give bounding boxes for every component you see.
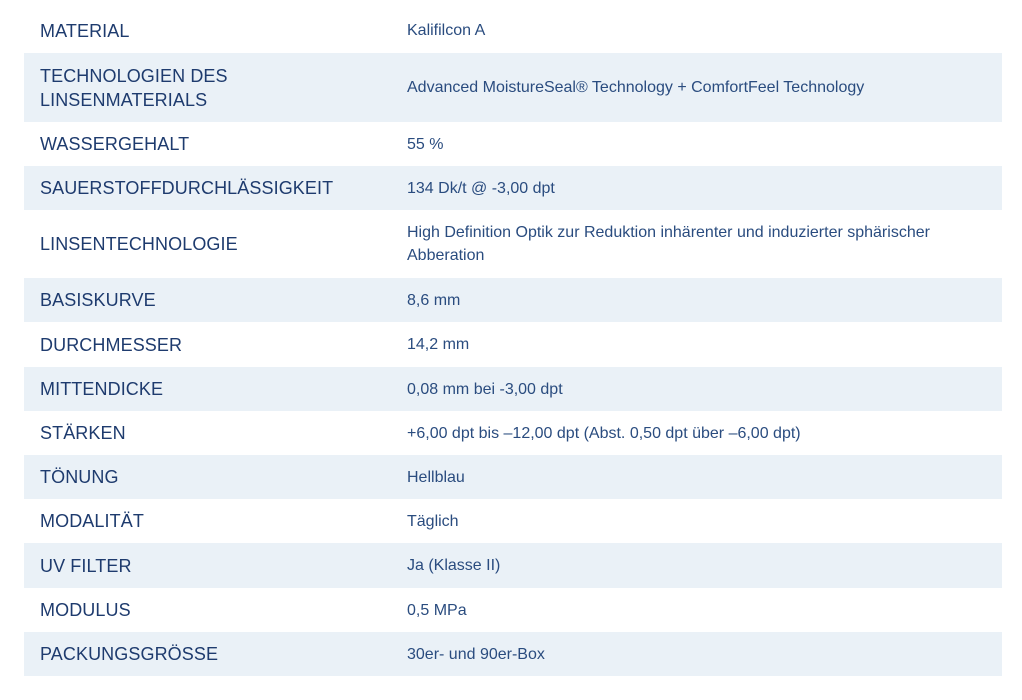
spec-value: Kalifilcon A <box>407 22 486 39</box>
spec-row-modality <box>24 499 1002 543</box>
spec-label: TECHNOLOGIEN DES LINSENMATERIALS <box>40 65 228 110</box>
spec-row-tint <box>24 455 1002 499</box>
spec-value: Ja (Klasse II) <box>407 557 501 574</box>
spec-row-diameter <box>24 322 1002 367</box>
spec-value: 8,6 mm <box>407 291 461 309</box>
spec-label: UV FILTER <box>40 555 132 576</box>
spec-label: DURCHMESSER <box>40 334 183 355</box>
spec-value: 0,08 mm bei -3,00 dpt <box>407 380 563 398</box>
spec-value: 0,5 MPa <box>407 601 467 619</box>
spec-label: WASSERGEHALT <box>40 134 190 154</box>
spec-row-powers <box>24 411 1002 455</box>
lens-spec-table <box>24 8 1002 676</box>
spec-row-lens-technology <box>24 210 1002 278</box>
spec-value: Hellblau <box>407 468 465 486</box>
spec-row-material <box>24 8 1002 53</box>
spec-row-package-size <box>24 632 1002 676</box>
spec-label: SAUERSTOFFDURCHLÄSSIGKEIT <box>40 178 334 198</box>
spec-row-base-curve <box>24 278 1002 322</box>
spec-label: MODALITÄT <box>40 511 144 531</box>
spec-row-modulus <box>24 588 1002 632</box>
spec-label: BASISKURVE <box>40 290 156 310</box>
spec-value: High Definition Optik zur Reduktion inhärenter und induzierter sphärischer Abberation <box>407 224 930 264</box>
spec-row-center-thickness <box>24 367 1002 411</box>
spec-label: STÄRKEN <box>40 423 126 443</box>
spec-label: MATERIAL <box>40 20 130 41</box>
spec-label: PACKUNGSGRÖSSE <box>40 644 219 664</box>
spec-value: Täglich <box>407 512 459 530</box>
spec-value: 134 Dk/t @ -3,00 dpt <box>407 179 555 197</box>
spec-label: MITTENDICKE <box>40 379 164 399</box>
spec-row-uv-filter <box>24 543 1002 588</box>
spec-row-oxygen-permeability <box>24 166 1002 210</box>
spec-row-technologies <box>24 53 1002 122</box>
spec-value: 30er- und 90er-Box <box>407 645 545 663</box>
spec-value: 55 % <box>407 135 444 153</box>
spec-label: TÖNUNG <box>40 467 119 487</box>
spec-value: +6,00 dpt bis –12,00 dpt (Abst. 0,50 dpt über –6,00 dpt) <box>407 424 801 442</box>
spec-label: MODULUS <box>40 600 131 620</box>
spec-label: LINSENTECHNOLOGIE <box>40 234 238 254</box>
spec-row-water-content <box>24 122 1002 166</box>
spec-value: Advanced MoistureSeal® Technology + ComfortFeel Technology <box>407 79 865 96</box>
spec-value: 14,2 mm <box>407 336 470 353</box>
